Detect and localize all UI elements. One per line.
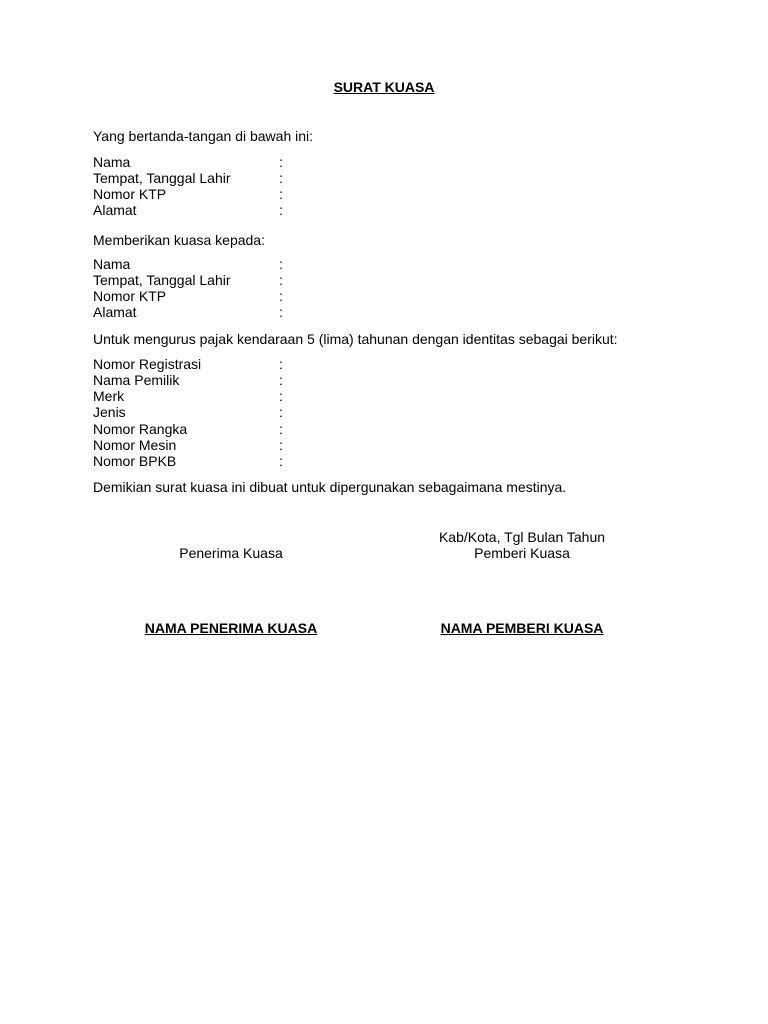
field-label: Nama Pemilik [93, 372, 180, 388]
vehicle-field-rangka [93, 421, 693, 437]
field-label: Alamat [93, 202, 137, 218]
grant-text: Memberikan kuasa kepada: [93, 232, 265, 248]
field-separator: : [279, 304, 283, 320]
field-separator: : [279, 272, 283, 288]
grantor-field-alamat [93, 202, 693, 218]
grantor-field-ktp [93, 186, 693, 202]
field-separator: : [279, 186, 283, 202]
field-separator: : [279, 356, 283, 372]
vehicle-field-jenis [93, 404, 693, 420]
receiver-role: Penerima Kuasa [179, 545, 283, 561]
field-label: Alamat [93, 304, 137, 320]
grantee-field-alamat [93, 304, 693, 320]
field-label: Nomor KTP [93, 288, 167, 304]
field-separator: : [279, 154, 283, 170]
vehicle-field-registrasi [93, 356, 693, 372]
grantor-field-ttl [93, 170, 693, 186]
place-date: Kab/Kota, Tgl Bulan Tahun [438, 529, 606, 545]
giver-name: NAMA PEMBERI KUASA [440, 620, 604, 636]
vehicle-field-bpkb [93, 453, 693, 469]
grantee-field-ttl [93, 272, 693, 288]
field-separator: : [279, 453, 283, 469]
grantee-field-nama [93, 256, 693, 272]
giver-role: Pemberi Kuasa [474, 545, 570, 561]
grantor-field-nama [93, 154, 693, 170]
field-separator: : [279, 256, 283, 272]
field-separator: : [279, 202, 283, 218]
intro-text: Yang bertanda-tangan di bawah ini: [93, 128, 314, 144]
field-separator: : [279, 372, 283, 388]
field-label: Tempat, Tanggal Lahir [93, 170, 231, 186]
field-label: Tempat, Tanggal Lahir [93, 272, 231, 288]
field-label: Nama [93, 154, 131, 170]
closing-text: Demikian surat kuasa ini dibuat untuk dipergunakan sebagaimana mestinya. [93, 479, 567, 495]
field-separator: : [279, 170, 283, 186]
receiver-name: NAMA PENERIMA KUASA [144, 620, 318, 636]
grantee-field-ktp [93, 288, 693, 304]
field-separator: : [279, 288, 283, 304]
vehicle-field-merk [93, 388, 693, 404]
field-label: Nomor BPKB [93, 453, 177, 469]
document-title: SURAT KUASA [333, 79, 435, 95]
field-separator: : [279, 404, 283, 420]
field-label: Nama [93, 256, 131, 272]
purpose-text: Untuk mengurus pajak kendaraan 5 (lima) tahunan dengan identitas sebagai berikut: [93, 331, 618, 347]
field-separator: : [279, 388, 283, 404]
vehicle-field-pemilik [93, 372, 693, 388]
field-label: Nomor Registrasi [93, 356, 202, 372]
field-separator: : [279, 437, 283, 453]
field-label: Nomor Mesin [93, 437, 177, 453]
field-label: Merk [93, 388, 125, 404]
field-label: Nomor KTP [93, 186, 167, 202]
field-label: Jenis [93, 404, 126, 420]
field-label: Nomor Rangka [93, 421, 188, 437]
field-separator: : [279, 421, 283, 437]
vehicle-field-mesin [93, 437, 693, 453]
